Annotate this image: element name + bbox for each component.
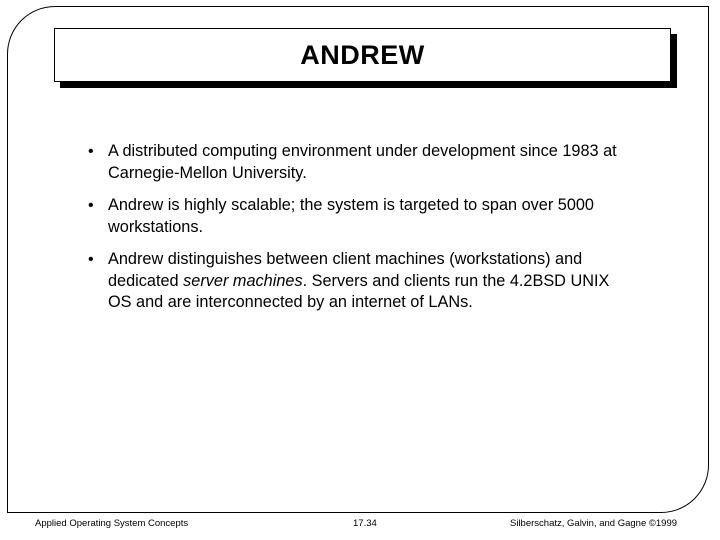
bullet-text-3b: . Servers and clients run the 4.2BSD UNIX OS and are interconnected by an internet of LANs.: [108, 271, 610, 311]
bullet-dot-icon: •: [88, 143, 94, 160]
bullet-text-1: A distributed computing environment under development since 1983 at Carnegie-Mellon University.: [108, 142, 617, 182]
footer-copyright: Silberschatz, Galvin, and Gagne ©1999: [510, 518, 678, 529]
bullet-dot-icon: •: [88, 197, 94, 214]
title-box: [54, 28, 671, 82]
bullet-dot-icon: •: [88, 251, 94, 268]
bullet-item-2: [88, 195, 628, 238]
bullet-item-3: [88, 249, 628, 314]
bullet-text-3a: Andrew distinguishes between client machines (workstations) and dedicated: [108, 250, 583, 290]
bullet-text-2: Andrew is highly scalable; the system is targeted to span over 5000 workstations.: [108, 196, 594, 236]
footer-book-title: Applied Operating System Concepts: [35, 518, 189, 529]
bullet-item-1: [88, 141, 628, 184]
slide-title: ANDREW: [300, 39, 425, 70]
footer-page-number: 17.34: [353, 518, 377, 529]
bullet-list: [88, 141, 628, 325]
bullet-text-3-emphasis: server machines: [183, 271, 303, 290]
